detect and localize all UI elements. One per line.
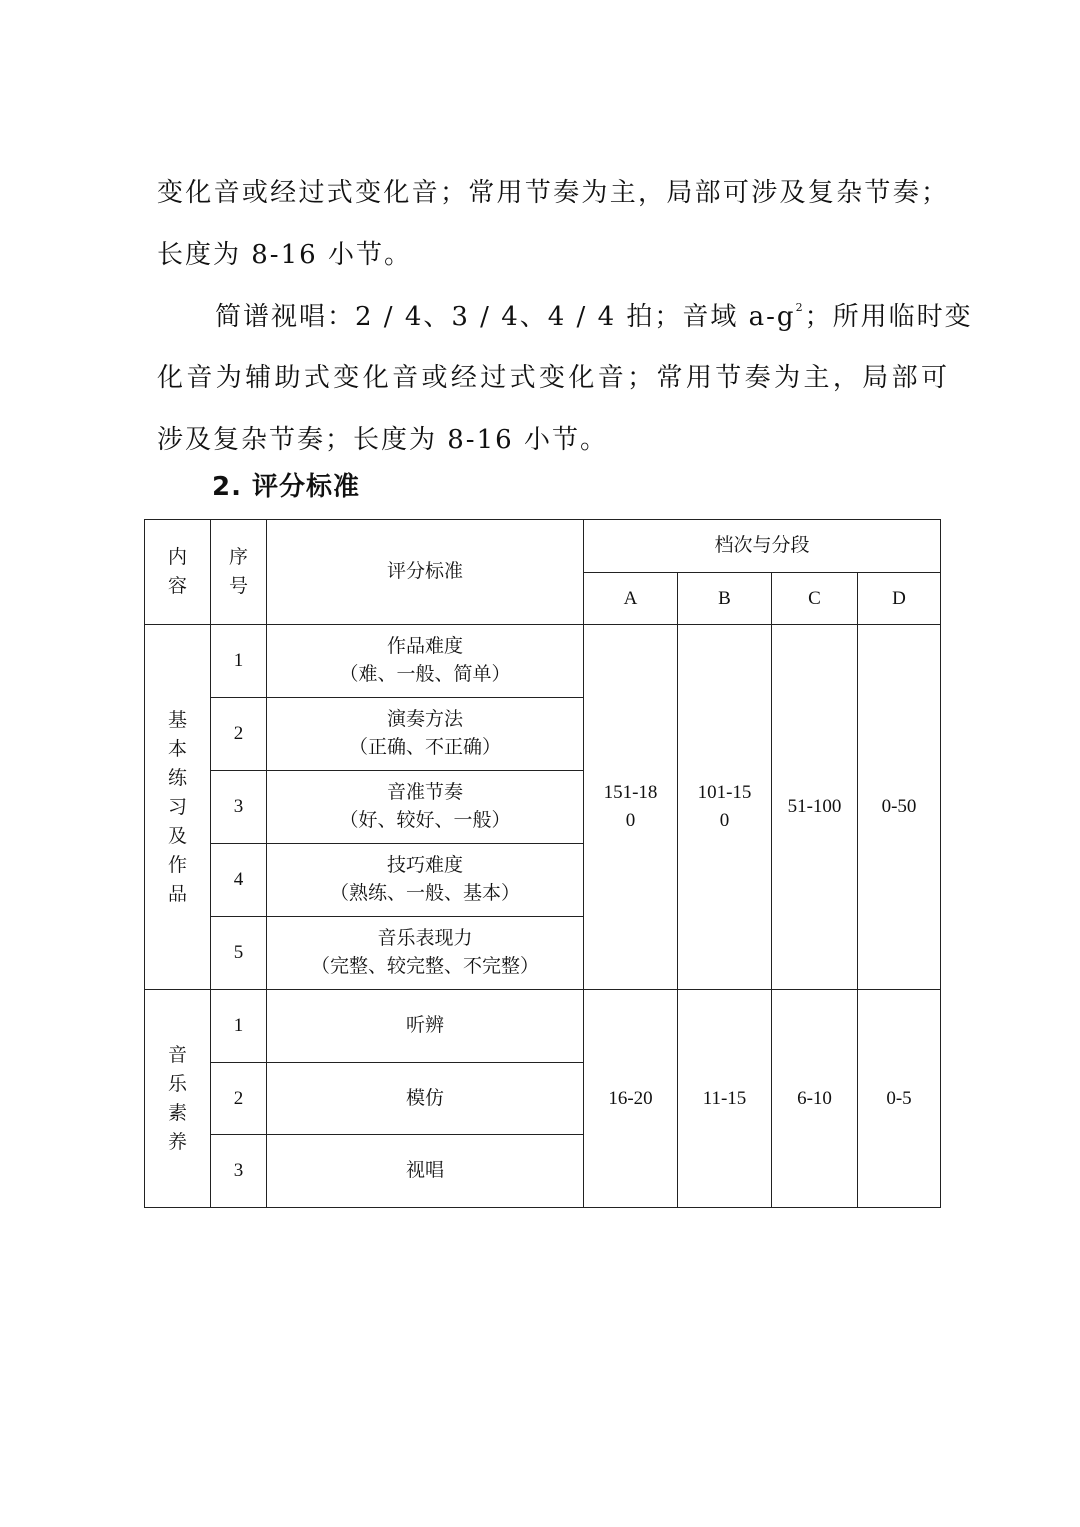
header-number: 序号 [211,520,267,625]
criteria-cell: 音准节奏 （好、较好、一般） [267,771,584,844]
paragraph-line: 长度为 8-16 小节。 [157,240,412,270]
score-a: 16-20 [584,990,678,1208]
paragraph-line: 涉及复杂节奏；长度为 8-16 小节。 [157,425,608,455]
group-name: 基本练习及作品 [145,625,211,990]
paragraph-text: ；所用临时变 [804,302,973,332]
score-b: 11-15 [678,990,772,1208]
score-b: 101-150 [678,625,772,990]
paragraph-line: 变化音或经过式变化音；常用节奏为主，局部可涉及复杂节奏； [157,178,949,208]
row-number: 4 [211,844,267,917]
row-number: 2 [211,698,267,771]
table-row [145,990,941,1063]
header-criteria: 评分标准 [267,520,584,625]
score-d: 0-50 [858,625,941,990]
criteria-cell: 音乐表现力 （完整、较完整、不完整） [267,917,584,990]
grade-label: C [772,573,858,625]
scoring-table [144,519,941,1208]
criteria-cell: 作品难度 （难、一般、简单） [267,625,584,698]
criteria-cell: 听辨 [267,990,584,1063]
row-number: 3 [211,771,267,844]
header-grades: 档次与分段 [584,520,941,573]
grade-label: A [584,573,678,625]
score-d: 0-5 [858,990,941,1208]
row-number: 5 [211,917,267,990]
row-number: 1 [211,625,267,698]
header-content: 内容 [145,520,211,625]
criteria-cell: 模仿 [267,1063,584,1135]
grade-label: D [858,573,941,625]
group-name: 音乐素养 [145,990,211,1208]
superscript: 2 [795,301,805,314]
paragraph-text: 简谱视唱：2 / 4、3 / 4、4 / 4 拍；音域 a-g [215,302,796,332]
criteria-cell: 技巧难度 （熟练、一般、基本） [267,844,584,917]
score-c: 51-100 [772,625,858,990]
paragraph-line [215,300,973,334]
table-row [145,625,941,698]
criteria-cell: 视唱 [267,1135,584,1208]
score-a: 151-180 [584,625,678,990]
section-heading: 2. 评分标准 [212,472,361,502]
row-number: 1 [211,990,267,1063]
grade-label: B [678,573,772,625]
score-c: 6-10 [772,990,858,1208]
criteria-cell: 演奏方法 （正确、不正确） [267,698,584,771]
row-number: 3 [211,1135,267,1208]
row-number: 2 [211,1063,267,1135]
paragraph-line: 化音为辅助式变化音或经过式变化音；常用节奏为主，局部可 [157,363,949,393]
